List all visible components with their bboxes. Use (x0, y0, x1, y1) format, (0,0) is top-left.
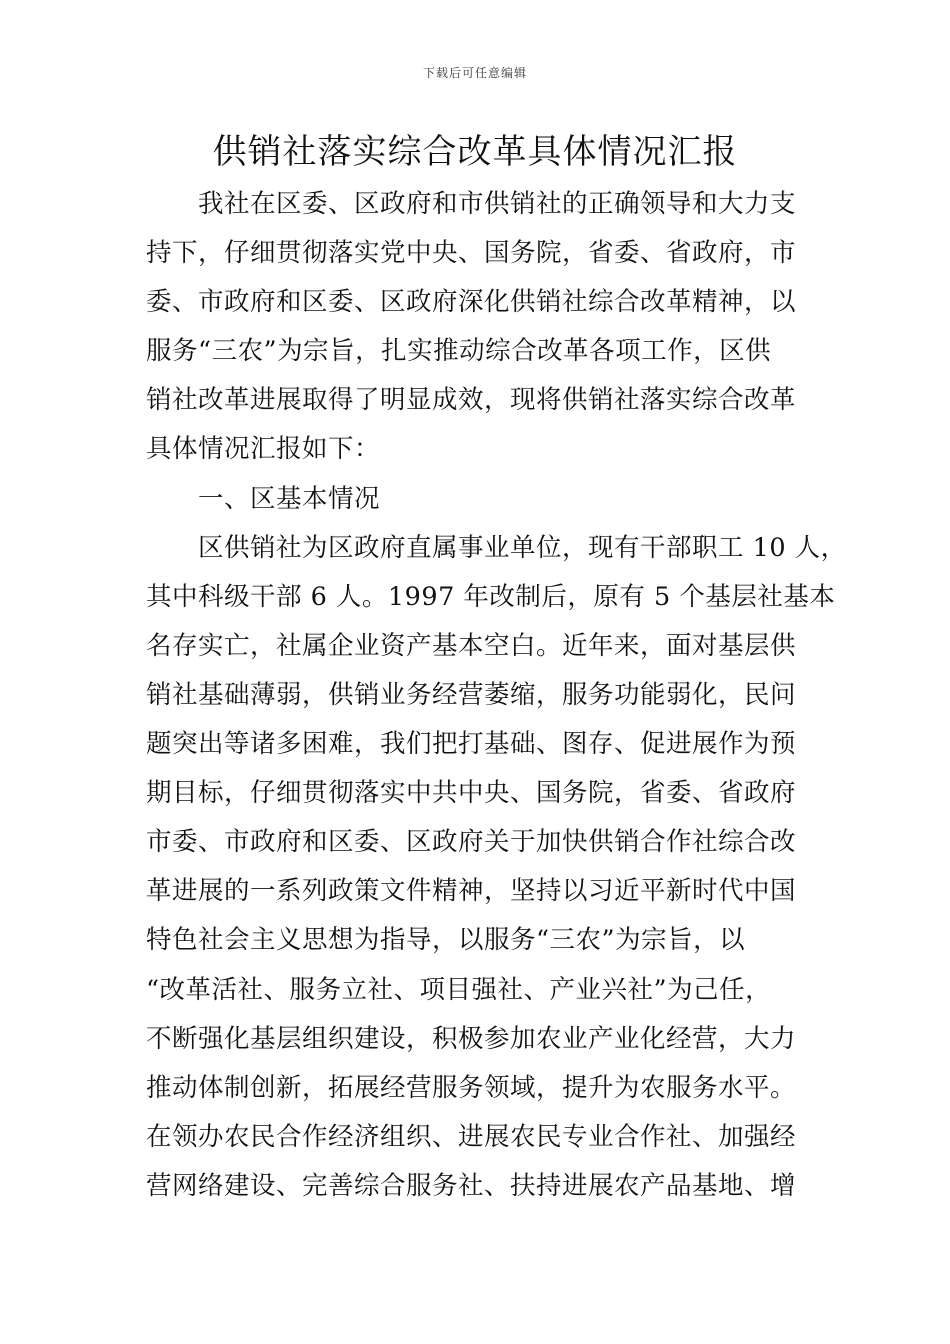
text-line: 销社改革进展取得了明显成效，现将供销社落实综合改革 (146, 385, 797, 416)
text-line: “改革活社、服务立社、项目强社、产业兴社”为己任， (146, 974, 772, 1005)
section-heading: 一、区基本情况 (198, 483, 381, 514)
header-note: 下载后可任意编辑 (422, 66, 527, 80)
text-line: 具体情况汇报如下： (146, 434, 381, 465)
text-line: 我社在区委、区政府和市供销社的正确领导和大力支 (198, 189, 797, 219)
text-line: 革进展的一系列政策文件精神，坚持以习近平新时代中国 (146, 876, 797, 907)
text-line: 持下，仔细贯彻落实党中央、国务院，省委、省政府，市 (146, 238, 797, 269)
text-line: 题突出等诸多困难，我们把打基础、图存、促进展作为预 (146, 729, 797, 760)
text-line: 服务“三农”为宗旨，扎实推动综合改革各项工作，区供 (146, 336, 772, 367)
text-line: 推动体制创新，拓展经营服务领域，提升为农服务水平。 (146, 1072, 797, 1103)
text-line: 期目标，仔细贯彻落实中共中央、国务院，省委、省政府 (146, 778, 797, 809)
document-title: 供销社落实综合改革具体情况汇报 (212, 132, 738, 172)
text-line: 市委、市政府和区委、区政府关于加快供销合作社综合改 (146, 827, 797, 858)
text-line: 特色社会主义思想为指导，以服务“三农”为宗旨，以 (146, 925, 746, 956)
text-line: 其中科级干部 6 人。1997 年改制后，原有 5 个基层社基本 (146, 581, 836, 612)
text-line: 委、市政府和区委、区政府深化供销社综合改革精神，以 (146, 287, 797, 318)
text-line: 不断强化基层组织建设，积极参加农业产业化经营，大力 (146, 1023, 797, 1054)
text-line: 销社基础薄弱，供销业务经营萎缩，服务功能弱化，民问 (146, 679, 797, 710)
text-line: 区供销社为区政府直属事业单位，现有干部职工 10 人， (198, 532, 847, 563)
document-body (146, 180, 847, 1211)
text-line: 营网络建设、完善综合服务社、扶持进展农产品基地、增 (146, 1170, 797, 1201)
text-line: 在领办农民合作经济组织、进展农民专业合作社、加强经 (146, 1121, 797, 1152)
text-line: 名存实亡，社属企业资产基本空白。近年来，面对基层供 (146, 630, 797, 661)
